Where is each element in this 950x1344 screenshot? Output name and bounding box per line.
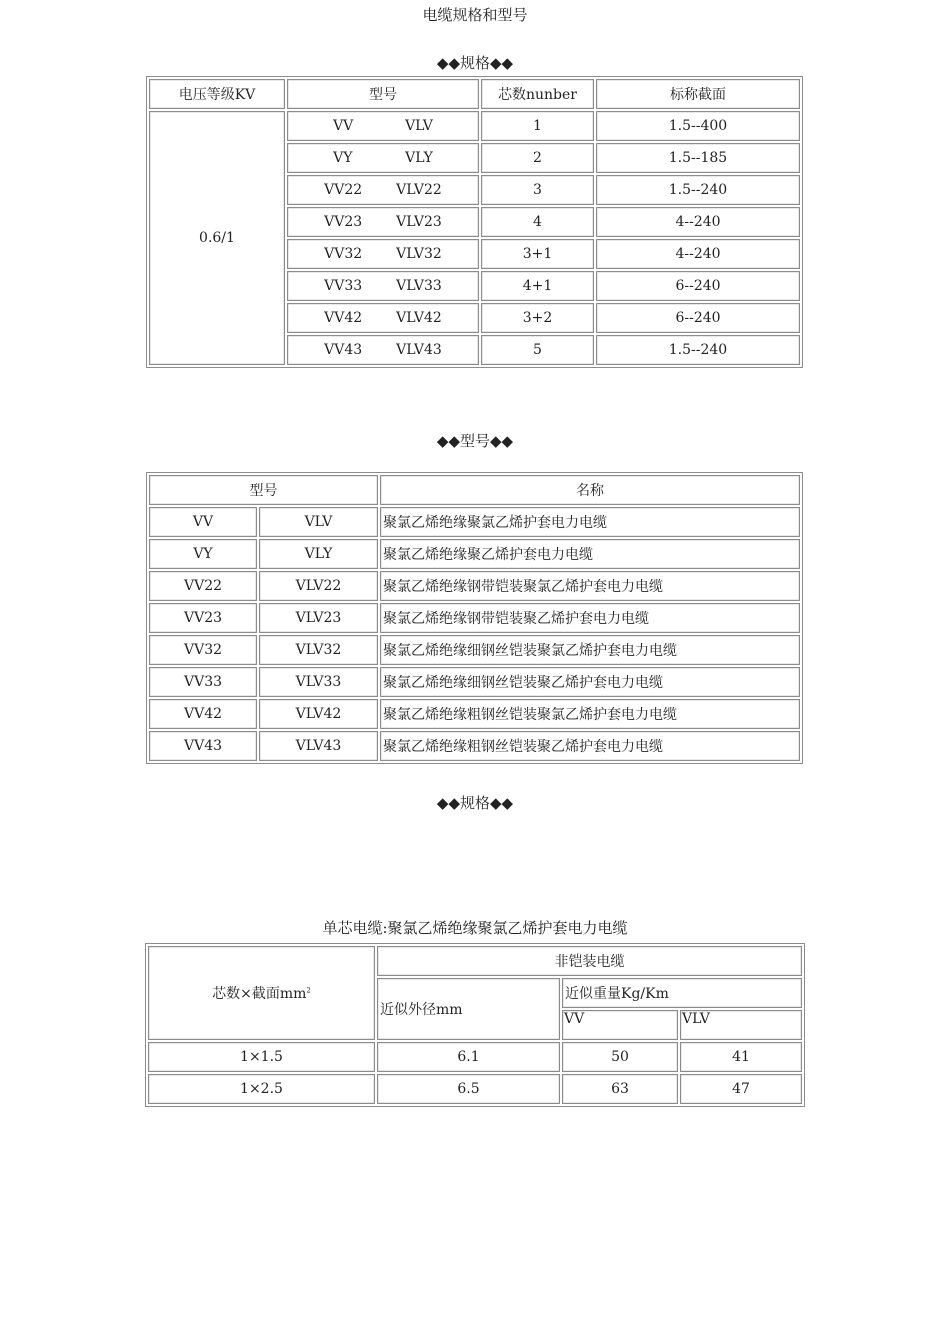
header-model: 型号 — [149, 475, 378, 505]
section-cell: 4--240 — [596, 239, 800, 269]
model-cell — [287, 111, 479, 141]
model-copper: VV33 — [324, 278, 363, 294]
cable-name: 聚氯乙烯绝缘钢带铠装聚乙烯护套电力电缆 — [380, 603, 800, 633]
model-copper: VV42 — [324, 310, 363, 326]
model-cell — [287, 143, 479, 173]
cable-name: 聚氯乙烯绝缘钢带铠装聚氯乙烯护套电力电缆 — [380, 571, 800, 601]
model-cell — [287, 175, 479, 205]
cores-cell: 3 — [481, 175, 594, 205]
model-copper: VV23 — [149, 603, 257, 633]
model-aluminum: VLV32 — [259, 635, 378, 665]
size-cell: 1×1.5 — [148, 1042, 375, 1072]
cores-cell: 2 — [481, 143, 594, 173]
model-cell — [287, 303, 479, 333]
vv-weight-cell: 63 — [562, 1074, 678, 1104]
section-cell: 1.5--400 — [596, 111, 800, 141]
cable-name: 聚氯乙烯绝缘粗钢丝铠装聚氯乙烯护套电力电缆 — [380, 699, 800, 729]
model-aluminum: VLV43 — [259, 731, 378, 761]
model-copper: VV — [333, 118, 354, 134]
section-cell: 1.5--185 — [596, 143, 800, 173]
header-vv: VV — [562, 1010, 678, 1040]
voltage-cell: 0.6/1 — [149, 111, 285, 365]
table-row — [149, 571, 800, 601]
unit-superscript: 2 — [306, 986, 311, 995]
model-aluminum: VLV23 — [259, 603, 378, 633]
header-cores-section — [148, 946, 375, 1040]
model-cell — [287, 335, 479, 365]
model-copper: VV23 — [324, 214, 363, 230]
header-cores-section-text: 芯数×截面mm — [212, 986, 307, 1002]
single-core-caption: 单芯电缆:聚氯乙烯绝缘聚氯乙烯护套电力电缆 — [322, 919, 628, 937]
model-aluminum: VLY — [405, 150, 433, 166]
cores-cell: 3+1 — [481, 239, 594, 269]
model-aluminum: VLV22 — [259, 571, 378, 601]
model-copper: VV32 — [324, 246, 363, 262]
model-aluminum: VLV42 — [259, 699, 378, 729]
spec-heading-2: ◆◆规格◆◆ — [436, 794, 514, 812]
model-aluminum: VLV33 — [396, 278, 442, 294]
model-aluminum: VLV32 — [396, 246, 442, 262]
cable-name: 聚氯乙烯绝缘聚氯乙烯护套电力电缆 — [380, 507, 800, 537]
section-cell: 1.5--240 — [596, 175, 800, 205]
table-row — [148, 1074, 802, 1104]
model-aluminum: VLV22 — [396, 182, 442, 198]
vlv-weight-cell: 47 — [680, 1074, 802, 1104]
model-copper: VV22 — [324, 182, 363, 198]
spec-table — [146, 76, 803, 368]
cable-name: 聚氯乙烯绝缘聚乙烯护套电力电缆 — [380, 539, 800, 569]
header-cores: 芯数nunber — [481, 79, 594, 109]
diameter-cell: 6.5 — [377, 1074, 560, 1104]
model-aluminum: VLY — [259, 539, 378, 569]
model-heading: ◆◆型号◆◆ — [436, 432, 514, 450]
single-core-table — [145, 943, 805, 1107]
section-cell: 4--240 — [596, 207, 800, 237]
spec-table-header — [149, 79, 800, 109]
section-cell: 6--240 — [596, 303, 800, 333]
model-copper: VV32 — [149, 635, 257, 665]
header-weight: 近似重量Kg/Km — [562, 978, 802, 1008]
header-vlv: VLV — [680, 1010, 802, 1040]
model-table-header — [149, 475, 800, 505]
model-copper: VV43 — [149, 731, 257, 761]
spec-heading: ◆◆规格◆◆ — [436, 54, 514, 72]
section-cell: 1.5--240 — [596, 335, 800, 365]
cable-name: 聚氯乙烯绝缘细钢丝铠装聚乙烯护套电力电缆 — [380, 667, 800, 697]
model-cell — [287, 239, 479, 269]
model-aluminum: VLV33 — [259, 667, 378, 697]
table-row — [149, 667, 800, 697]
header-section: 标称截面 — [596, 79, 800, 109]
page-title: 电缆规格和型号 — [422, 6, 528, 24]
header-voltage: 电压等级KV — [149, 79, 285, 109]
table-row — [149, 635, 800, 665]
model-copper: VY — [149, 539, 257, 569]
model-copper: VV — [149, 507, 257, 537]
cores-cell: 1 — [481, 111, 594, 141]
model-copper: VY — [333, 150, 353, 166]
cable-name: 聚氯乙烯绝缘粗钢丝铠装聚乙烯护套电力电缆 — [380, 731, 800, 761]
table-row — [149, 539, 800, 569]
model-table — [146, 472, 803, 764]
model-aluminum: VLV42 — [396, 310, 442, 326]
table-row — [149, 731, 800, 761]
header-unarmored: 非铠装电缆 — [377, 946, 802, 976]
header-model: 型号 — [287, 79, 479, 109]
header-diameter: 近似外径mm — [377, 978, 560, 1040]
model-cell — [287, 271, 479, 301]
cores-cell: 5 — [481, 335, 594, 365]
model-aluminum: VLV — [405, 118, 433, 134]
cores-cell: 3+2 — [481, 303, 594, 333]
vlv-weight-cell: 41 — [680, 1042, 802, 1072]
section-cell: 6--240 — [596, 271, 800, 301]
model-copper: VV42 — [149, 699, 257, 729]
model-aluminum: VLV23 — [396, 214, 442, 230]
model-copper: VV33 — [149, 667, 257, 697]
size-cell: 1×2.5 — [148, 1074, 375, 1104]
table-row — [148, 1042, 802, 1072]
cores-cell: 4 — [481, 207, 594, 237]
model-aluminum: VLV — [259, 507, 378, 537]
table-row — [149, 507, 800, 537]
table-row — [149, 603, 800, 633]
model-copper: VV43 — [324, 342, 363, 358]
diameter-cell: 6.1 — [377, 1042, 560, 1072]
cable-name: 聚氯乙烯绝缘细钢丝铠装聚氯乙烯护套电力电缆 — [380, 635, 800, 665]
model-cell — [287, 207, 479, 237]
table-row — [149, 111, 800, 141]
model-copper: VV22 — [149, 571, 257, 601]
table-row — [149, 699, 800, 729]
header-name: 名称 — [380, 475, 800, 505]
vv-weight-cell: 50 — [562, 1042, 678, 1072]
cores-cell: 4+1 — [481, 271, 594, 301]
model-aluminum: VLV43 — [396, 342, 442, 358]
